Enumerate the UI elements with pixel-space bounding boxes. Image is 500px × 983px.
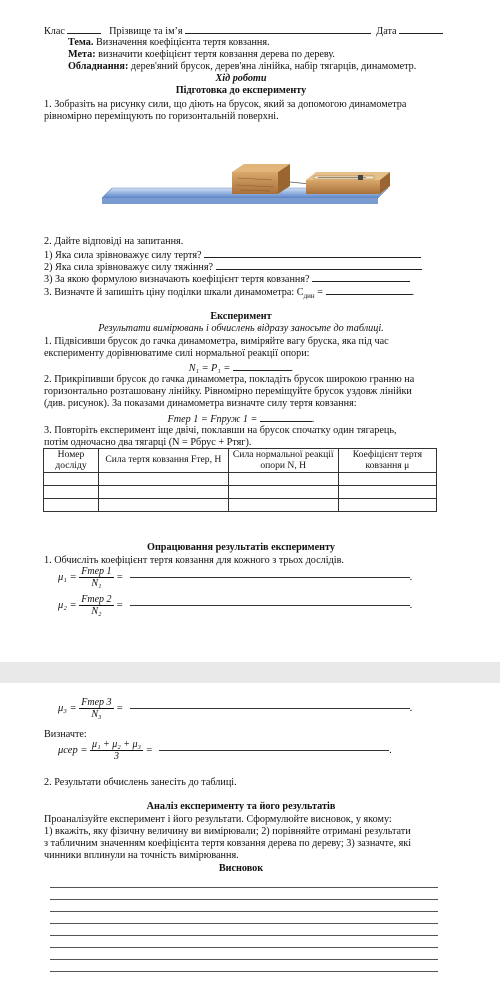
mu-avg-answer[interactable]: [159, 750, 389, 751]
table-header-row: [44, 449, 437, 473]
mu3-equation: μ₃ = $\frac{\text{Fтер 3}}{\text{N₃}}$ = .: [58, 697, 413, 720]
mu-avg-numerator: μ₁ + μ₂ + μ₃: [92, 739, 142, 750]
analysis-heading: Аналіз експерименту та його результатів: [146, 801, 336, 812]
date-blank[interactable]: [399, 24, 443, 34]
conclusion-line-2[interactable]: [50, 899, 438, 900]
procedure-heading: Хід роботи: [215, 73, 267, 84]
prep-item2: 2. Дайте відповіді на запитання.: [44, 236, 184, 247]
processing-heading: Опрацювання результатів експерименту: [147, 542, 335, 553]
equipment-text: дерев'яний брусок, дерев'яна лінійка, набір тягарців, динамометр.: [130, 61, 417, 72]
mu1-lhs: μ₁ =: [58, 571, 77, 583]
mu3-fraction: [79, 697, 113, 720]
surname-label: Прізвище та ім’я: [109, 26, 183, 37]
equipment-line: [68, 61, 462, 73]
wooden-block-icon: [232, 164, 290, 194]
col-header-normal: Сила нормальної реакції опори N, Н: [228, 449, 338, 473]
class-label: Клас: [44, 26, 65, 37]
mu2-lhs: μ₂ =: [58, 599, 77, 611]
mu2-denominator: N₂: [91, 606, 102, 617]
conclusion-line-3[interactable]: [50, 911, 438, 912]
table-cell[interactable]: [99, 499, 229, 512]
mu3-rhs: =: [116, 702, 124, 714]
table-row: [44, 473, 437, 486]
surname-blank[interactable]: [185, 24, 371, 34]
mu1-denominator: N₁: [91, 578, 102, 589]
table-cell[interactable]: [338, 486, 436, 499]
exp-step2-line1: 2. Прикріпивши брусок до гачка динамометра, покладіть брусок широкою гранню на: [44, 374, 415, 385]
prep-item3-text: 3. Визначте й запишіть ціну поділки шкали динамометра: C: [44, 287, 304, 298]
experiment-illustration: [100, 158, 390, 210]
conclusion-line-4[interactable]: [50, 923, 438, 924]
mu-avg-fraction: [90, 739, 143, 762]
class-blank[interactable]: [67, 24, 101, 34]
table-row: [44, 499, 437, 512]
weight-answer[interactable]: [233, 361, 291, 371]
prep-item1-line1: 1. Зобразіть на рисунку сили, що діють на брусок, який за допомогою динамометра: [44, 99, 407, 110]
col-header-friction: Сила тертя ковзання Fтер, Н: [99, 449, 229, 473]
mu-avg-rhs: =: [145, 744, 153, 756]
mu2-numerator: Fтер 2: [81, 594, 112, 605]
header-row: [44, 24, 438, 38]
mu3-numerator: Fтер 3: [81, 697, 112, 708]
processing-item2: 2. Результати обчислень занесіть до таблиці.: [44, 777, 237, 788]
exp-step2-formula-text: Fтер 1 = Fпруж 1 =: [167, 414, 258, 425]
experiment-heading: Експеримент: [210, 311, 272, 322]
conclusion-line-7[interactable]: [50, 959, 438, 960]
topic-text: Визначення коефіцієнта тертя ковзання.: [96, 37, 270, 48]
exp-step1-line2: експерименту дорівнюватиме силі нормальної реакції опори:: [44, 348, 310, 359]
prep-item1-line2: рівномірно переміщують по горизонтальній поверхні.: [44, 111, 279, 122]
table-cell[interactable]: [44, 486, 99, 499]
prep-item3-eq: =: [314, 287, 323, 298]
mu2-rhs: =: [116, 599, 124, 611]
mu1-numerator: Fтер 1: [81, 566, 112, 577]
friction-force-answer[interactable]: [260, 412, 312, 422]
conclusion-line-8[interactable]: [50, 971, 438, 972]
scale-division-answer[interactable]: [326, 285, 412, 295]
question-1-answer[interactable]: [204, 248, 421, 258]
conclusion-heading: Висновок: [218, 863, 264, 874]
exp-step2-formula: Fтер 1 = Fпруж 1 = .: [167, 414, 315, 425]
exp-step3-line2: потім одночасно два тягарці (N = Pбрус + Pтяг).: [44, 437, 252, 448]
analysis-line4: чинники вплинули на точність вимірювання.: [44, 850, 239, 861]
determine-label: Визначте:: [44, 729, 87, 740]
exp-step2-line3: (див. рисунок). За показами динамометра визначте силу тертя ковзання:: [44, 398, 357, 409]
table-cell[interactable]: [228, 473, 338, 486]
mu3-answer[interactable]: [130, 708, 410, 709]
exp-step2-line2: горизонтально розташовану лінійку. Рівномірно переміщуйте брусок уздовж лінійки: [44, 386, 412, 397]
analysis-line2: 1) вкажіть, яку фізичну величину ви вимірювали; 2) порівняйте отримані результати: [44, 826, 411, 837]
mu3-denominator: N₃: [91, 709, 102, 720]
exp-step1-line1: 1. Підвісивши брусок до гачка динамометра, виміряйте вагу бруска, яка під час: [44, 336, 389, 347]
question-2-answer[interactable]: [216, 260, 422, 270]
question-2-text: 2) Яка сила зрівноважує силу тяжіння?: [44, 262, 214, 273]
dynamometer-icon: [306, 172, 390, 194]
question-1-text: 1) Яка сила зрівноважує силу тертя?: [44, 250, 202, 261]
table-cell[interactable]: [338, 499, 436, 512]
question-3-text: 3) За якою формулою визначають коефіцієнт тертя ковзання?: [44, 274, 310, 285]
mu3-lhs: μ₃ =: [58, 702, 77, 714]
prep-heading: Підготовка до експерименту: [175, 85, 307, 96]
exp-step1-formula-text: N₁ = P₁ =: [188, 363, 231, 374]
mu1-rhs: =: [116, 571, 124, 583]
table-row: [44, 486, 437, 499]
prep-item3-sub: дин: [303, 292, 315, 301]
goal-text: визначити коефіцієнт тертя ковзання дерева по дереву.: [98, 49, 335, 60]
table-cell[interactable]: [228, 499, 338, 512]
experiment-subtitle: Результати вимірювань і обчислень відразу заносьте до таблиці.: [98, 323, 384, 334]
table-cell[interactable]: [99, 473, 229, 486]
worksheet-page-2: [0, 683, 500, 983]
col-header-trial: Номер досліду: [44, 449, 99, 473]
mu1-fraction: [79, 566, 113, 589]
goal-line: [68, 49, 462, 61]
mu2-answer[interactable]: [130, 605, 410, 606]
question-3: [44, 272, 438, 286]
mu2-equation: μ₂ = $\frac{\text{Fтер 2}}{\text{N₂}}$ = .: [58, 594, 413, 617]
date-label: Дата: [376, 26, 397, 37]
table-cell[interactable]: [44, 473, 99, 486]
mu-avg-denominator: 3: [114, 751, 120, 762]
mu2-fraction: [79, 594, 113, 617]
analysis-line1: Проаналізуйте експеримент і його результати. Сформулюйте висновок, у якому:: [44, 814, 392, 825]
analysis-line3: з табличним значенням коефіцієнта тертя ковзання дерева по дереву; 3) зазначте, які: [44, 838, 412, 849]
processing-item1: 1. Обчисліть коефіцієнт тертя ковзання для кожного з трьох дослідів.: [44, 555, 344, 566]
results-table: [43, 448, 437, 512]
topic-label: Тема.: [68, 37, 94, 48]
question-3-answer[interactable]: [312, 272, 410, 282]
conclusion-line-5[interactable]: [50, 935, 438, 936]
table-cell[interactable]: [338, 473, 436, 486]
mu-avg-equation: μсер = $\frac{\text{μ₁ + μ₂ + μ₃}}{3}$ = .: [58, 739, 392, 762]
prep-item3: 3. Визначте й запишіть ціну поділки шкали динамометра: $C_{дин}$ = .: [44, 287, 415, 301]
equipment-label: Обладнання:: [68, 61, 129, 72]
goal-label: Мета:: [68, 49, 96, 60]
table-cell[interactable]: [228, 486, 338, 499]
table-cell[interactable]: [44, 499, 99, 512]
topic-line: [68, 37, 462, 49]
conclusion-line-6[interactable]: [50, 947, 438, 948]
mu-avg-lhs: μсер =: [58, 744, 88, 756]
exp-step3-line1: 3. Повторіть експеримент іще двічі, поклавши на брусок спочатку один тягарець,: [44, 425, 397, 436]
mu1-equation: μ₁ = $\frac{\text{Fтер 1}}{\text{N₁}}$ = .: [58, 566, 413, 589]
exp-step1-formula: N₁ = P₁ = .: [188, 363, 294, 374]
col-header-mu: Коефіцієнт тертя ковзання μ: [338, 449, 436, 473]
mu1-answer[interactable]: [130, 577, 410, 578]
conclusion-line-1[interactable]: [50, 887, 438, 888]
table-cell[interactable]: [99, 486, 229, 499]
